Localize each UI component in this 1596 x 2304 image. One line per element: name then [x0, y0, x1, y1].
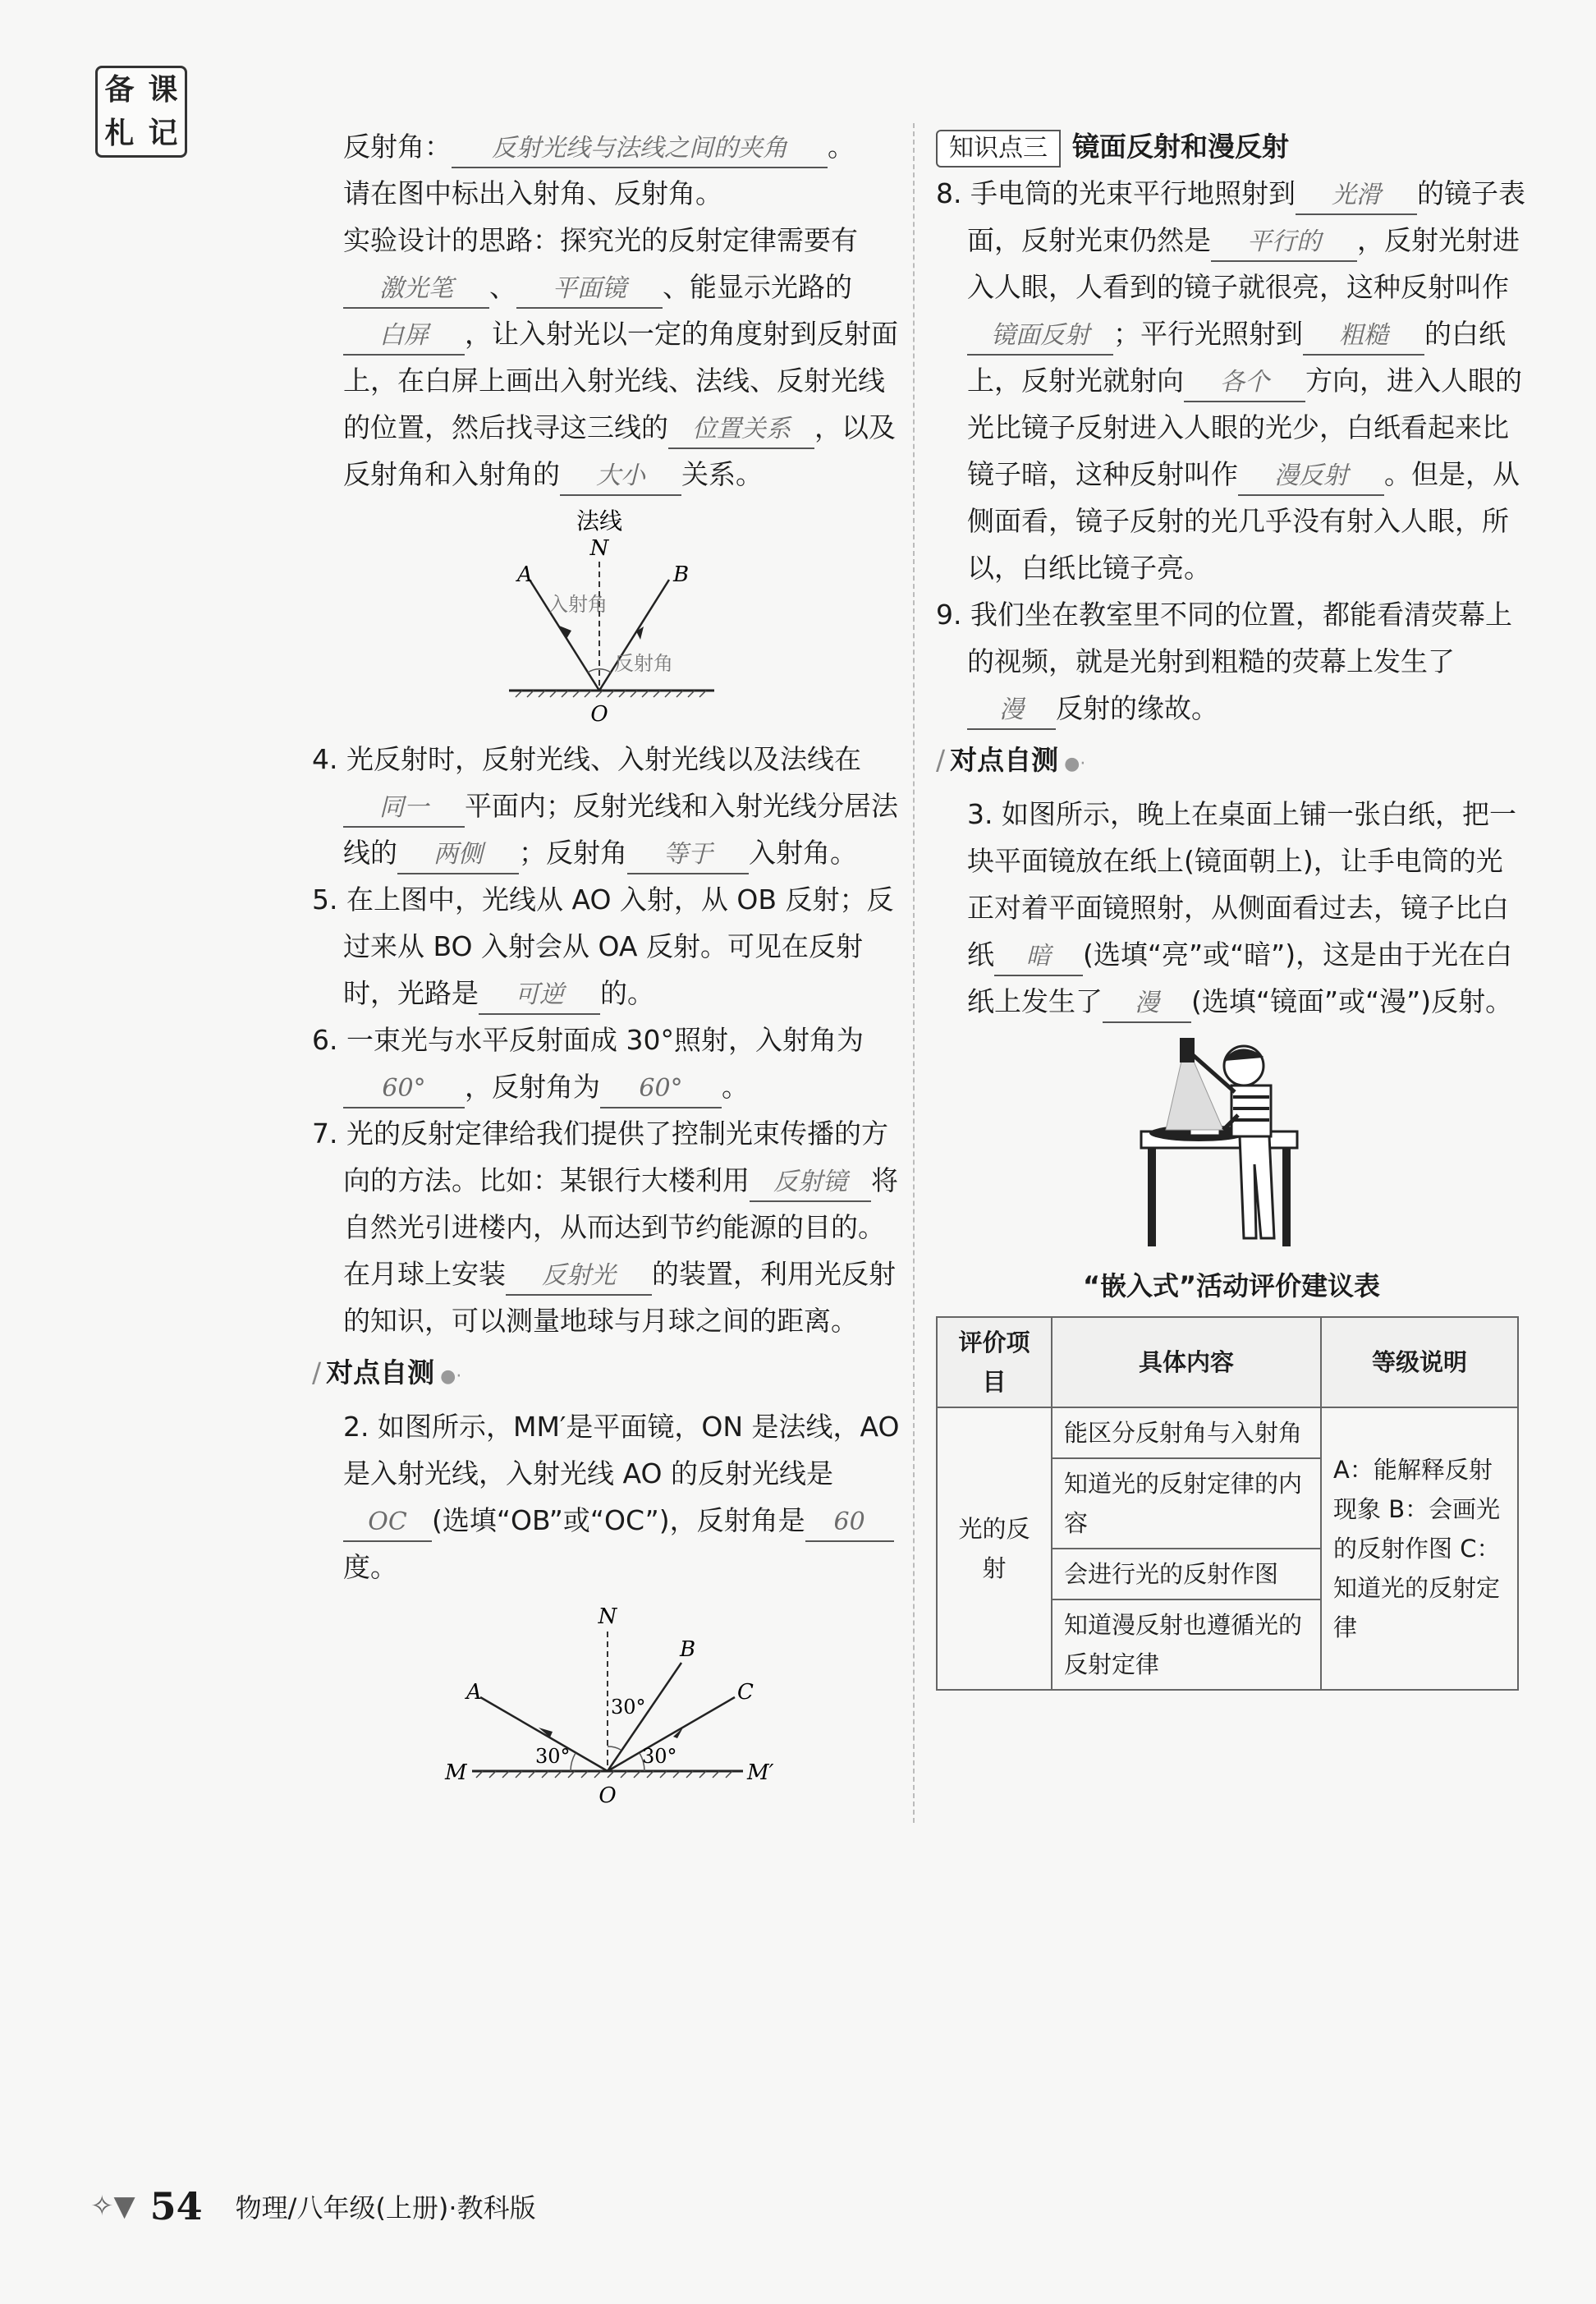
- boy-legs: [1240, 1136, 1274, 1238]
- light-beam: [1166, 1058, 1223, 1130]
- question-7: 7. 光的反射定律给我们提供了控制光束传播的方向的方法。比如：某银行大楼利用 反射镜 将自然光引进楼内，从而达到节约能源的目的。在月球上安装 反射光 的装置，利用光反射的知识，可以测量地球与月球之间的距离。: [312, 1118, 898, 1337]
- label-O: O: [598, 1783, 617, 1808]
- label-B: B: [680, 1637, 696, 1662]
- right-column: [936, 123, 1527, 1691]
- answer-blank[interactable]: 漫反射: [1238, 458, 1384, 496]
- evaluation-table: [936, 1316, 1519, 1691]
- table-header: 具体内容: [1052, 1317, 1321, 1407]
- answer-blank[interactable]: 反射光: [506, 1258, 652, 1296]
- section-label: 知识点三: [936, 130, 1061, 168]
- eval-content: 会进行光的反射作图: [1052, 1549, 1321, 1599]
- reflect-angle-def: 反射角： 反射光线与法线之间的夹角 。: [312, 123, 903, 170]
- label-M: M: [445, 1760, 467, 1785]
- self-test-heading: / 对点自测 ●·: [312, 1356, 462, 1388]
- test-question-3: 3. 如图所示，晚上在桌面上铺一张白纸，把一块平面镜放在纸上(镜面朝上)，让手电筒的光正对着平面镜照射，从侧面看过去，镜子比白纸 暗 (选填“亮”或“暗”)，这是由于光在白纸上发生了 漫 (选填“镜面”或“漫”)反射。: [936, 791, 1527, 1025]
- answer-blank[interactable]: 平面镜: [516, 271, 663, 309]
- answer-blank[interactable]: 各个: [1184, 365, 1305, 402]
- eval-content: 知道光的反射定律的内容: [1052, 1458, 1321, 1549]
- answer-blank[interactable]: 光滑: [1296, 177, 1417, 215]
- table-header-row: [937, 1317, 1518, 1407]
- mark-prompt: 请在图中标出入射角、反射角。: [343, 177, 722, 209]
- design-paragraph: 实验设计的思路：探究光的反射定律需要有 激光笔 、 平面镜 、能显示光路的 白屏 ，让入射光以一定的角度射到反射面上，在白屏上画出入射光线、法线、反射光线的位置，然后找寻这三线的 位置关系 ，以及反射角和入射角的 大小 关系。: [312, 217, 903, 498]
- page-number: 54: [149, 2184, 203, 2228]
- table-row: [937, 1407, 1518, 1458]
- answer-blank[interactable]: 粗糙: [1303, 318, 1424, 356]
- logo-char: 记: [148, 116, 178, 150]
- table-header: 评价项目: [937, 1317, 1052, 1407]
- logo-char: 备: [104, 72, 135, 107]
- answer-blank[interactable]: 漫: [1103, 985, 1191, 1023]
- mirror-angle-diagram: [427, 1599, 788, 1812]
- angle-arc-2: [608, 1746, 621, 1750]
- answer-blank[interactable]: 镜面反射: [967, 318, 1113, 356]
- section-heading: [936, 123, 1527, 170]
- test-question-2: 2. 如图所示，MM′是平面镜，ON 是法线，AO 是入射光线，入射光线 AO 的反射光线是OC (选填“OB”或“OC”)，反射角是 60度。: [343, 1411, 900, 1583]
- notes-logo: [95, 66, 187, 158]
- question-4: 4. 光反射时，反射光线、入射光线以及法线在同一 平面内；反射光线和入射光线分居法线的 两侧 ；反射角 等于 入射角。: [312, 736, 903, 876]
- footer-decoration-icon: ✧▼: [90, 2190, 135, 2223]
- label-A: A: [466, 1680, 482, 1705]
- label-N: N: [598, 1604, 617, 1629]
- self-test-heading: / 对点自测 ●·: [936, 744, 1086, 776]
- reflect-angle-label: 反射角: [614, 652, 673, 675]
- table-leg: [1148, 1148, 1156, 1246]
- eval-content: 能区分反射角与入射角: [1052, 1407, 1321, 1458]
- answer-blank[interactable]: 位置关系: [668, 411, 814, 449]
- flashlight-illustration: [1100, 1033, 1363, 1255]
- normal-label: 法线: [576, 507, 623, 535]
- book-title: 物理/八年级(上册)·教科版: [235, 2192, 536, 2224]
- answer-blank[interactable]: 等于: [627, 837, 749, 874]
- column-divider: [913, 123, 915, 1823]
- flashlight: [1180, 1038, 1195, 1063]
- eval-content: 知道漫反射也遵循光的反射定律: [1052, 1599, 1321, 1690]
- left-column: [312, 123, 903, 1820]
- question-5: 5. 在上图中，光线从 AO 入射，从 OB 反射；反过来从 BO 入射会从 OA 反射。可见在反射时，光路是 可逆 的。: [312, 876, 903, 1017]
- angle-label: 30°: [535, 1745, 571, 1768]
- reflection-diagram: [452, 506, 764, 727]
- table-leg: [1282, 1148, 1291, 1246]
- label-A: A: [517, 562, 533, 587]
- answer-blank[interactable]: 反射镜: [750, 1164, 871, 1202]
- answer-blank[interactable]: 反射光线与法线之间的夹角: [452, 131, 828, 168]
- label-C: C: [737, 1680, 754, 1705]
- answer-blank[interactable]: 暗: [994, 939, 1083, 976]
- answer-blank[interactable]: 大小: [560, 458, 681, 496]
- table-header: 等级说明: [1321, 1317, 1518, 1407]
- logo-char: 课: [148, 72, 178, 107]
- answer-blank[interactable]: 平行的: [1211, 224, 1357, 262]
- answer-blank[interactable]: OC: [343, 1504, 432, 1542]
- incident-angle-label: 入射角: [548, 593, 608, 616]
- answer-blank[interactable]: 60: [805, 1504, 894, 1542]
- answer-blank[interactable]: 白屏: [343, 318, 465, 356]
- label-O: O: [590, 702, 608, 727]
- angle-arc-1: [571, 1753, 576, 1771]
- eval-levels: A：能解释反射现象 B：会画光的反射作图 C：知道光的反射定律: [1321, 1407, 1518, 1690]
- table-title: “嵌入式”活动评价建议表: [1082, 1270, 1381, 1301]
- answer-blank[interactable]: 激光笔: [343, 271, 489, 309]
- answer-blank[interactable]: 两侧: [397, 837, 519, 874]
- question-9: 9. 我们坐在教室里不同的位置，都能看清荧幕上的视频，就是光射到粗糙的荧幕上发生了漫 反射的缘故。: [936, 591, 1527, 732]
- label-B: B: [673, 562, 690, 587]
- answer-blank[interactable]: 可逆: [479, 977, 600, 1015]
- boy-shirt: [1231, 1085, 1271, 1136]
- label-M-prime: M′: [747, 1760, 774, 1785]
- answer-blank[interactable]: 同一: [343, 790, 465, 828]
- angle-label: 30°: [611, 1696, 646, 1719]
- section-title: 镜面反射和漫反射: [1072, 131, 1289, 163]
- angle-label: 30°: [642, 1745, 677, 1768]
- page-footer: [90, 2184, 536, 2228]
- label-N: N: [589, 536, 609, 561]
- answer-blank[interactable]: 60°: [343, 1071, 465, 1108]
- answer-blank[interactable]: 漫: [967, 692, 1056, 730]
- logo-char: 札: [104, 116, 135, 150]
- question-6: 6. 一束光与水平反射面成 30°照射，入射角为60° ，反射角为 60° 。: [312, 1017, 903, 1110]
- question-8: 8. 手电筒的光束平行地照射到 光滑 的镜子表面，反射光束仍然是 平行的 ，反射光射进入人眼，人看到的镜子就很亮，这种反射叫作镜面反射 ；平行光照射到 粗糙 的白纸上，反射光就射向 各个 方向，进入人眼的光比镜子反射进入人眼的光少，白纸看起来比镜子暗，这种反射叫作 漫反射 。但是，从侧面看，镜子反射的光几乎没有射入人眼，所以，白纸比镜子亮。: [936, 177, 1525, 584]
- answer-blank[interactable]: 60°: [600, 1071, 722, 1108]
- eval-item: 光的反射: [937, 1407, 1052, 1690]
